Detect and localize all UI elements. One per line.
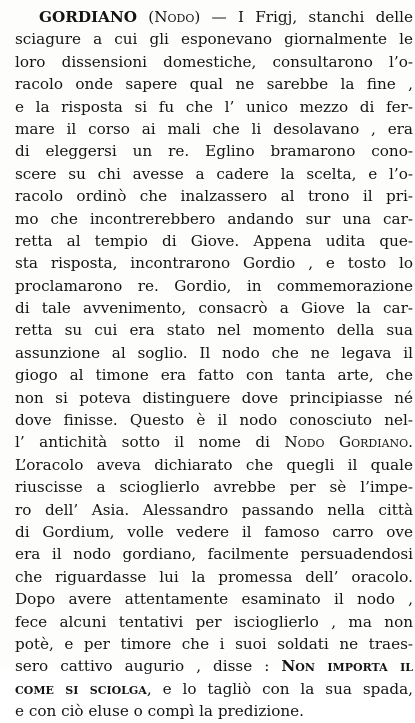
text-line xyxy=(15,275,413,297)
text-line xyxy=(15,499,413,521)
text-segment: assunzione al soglio. Il nodo che ne legava il xyxy=(15,343,413,362)
text-segment: Dopo avere attentamente esaminato il nodo , xyxy=(15,590,413,609)
text-segment: era il nodo gordiano, facilmente persuadendosi xyxy=(15,545,413,564)
small-caps-segment: Nodo Gordiano xyxy=(284,433,409,452)
text-segment: retta al tempio di Giove. Appena udita que- xyxy=(15,231,413,250)
text-segment: di tale avvenimento, consacrò a Giove la car- xyxy=(15,299,413,318)
text-line xyxy=(15,163,413,185)
text-line xyxy=(15,96,413,118)
text-line xyxy=(15,319,413,341)
text-segment: non si poteva distinguere dove principiasse né xyxy=(15,388,413,407)
text-line xyxy=(15,6,413,28)
text-segment: fece alcuni tentativi per iscioglierlo , ma non xyxy=(15,612,413,631)
text-segment: potè, e per timore che i suoi soldati ne traes- xyxy=(15,634,413,653)
text-segment: sero cattivo augurio , disse : xyxy=(15,657,282,676)
text-segment: mare il corso ai mali che li desolavano , era xyxy=(15,119,413,138)
text-segment: dove finisse. Questo è il nodo conosciuto nel- xyxy=(15,411,413,430)
text-line xyxy=(15,118,413,140)
text-segment: mo che incontrerebbero andando sur una car- xyxy=(15,209,413,228)
text-segment: e la risposta si fu che l’ unico mezzo di fer- xyxy=(15,97,413,116)
article-headword: GORDIANO xyxy=(39,8,137,26)
text-segment: scere su chi avesse a cadere la scelta, e l’o- xyxy=(15,164,413,183)
text-line xyxy=(15,185,413,207)
text-segment: l’ antichità sotto il nome di xyxy=(15,433,285,452)
text-line xyxy=(15,297,413,319)
text-segment: e con ciò eluse o compì la predizione. xyxy=(15,702,304,721)
text-segment: sta risposta, incontrarono Gordio , e tosto lo xyxy=(15,254,413,273)
text-line xyxy=(15,454,413,476)
text-line xyxy=(15,230,413,252)
text-segment: ro dell’ Asia. Alessandro passando nella città xyxy=(15,500,413,519)
text-line xyxy=(15,543,413,565)
text-segment: . xyxy=(408,433,413,452)
text-segment: sciagure a cui gli esponevano giornalmente le xyxy=(15,30,413,49)
text-segment: proclamarono re. Gordio, in commemorazione xyxy=(15,276,413,295)
text-segment: , e lo tagliò con la sua spada, xyxy=(146,679,413,698)
small-caps-segment: Non importa il xyxy=(281,657,413,676)
text-segment: — I Frigj, stanchi delle xyxy=(200,8,413,26)
text-line xyxy=(15,252,413,274)
text-line xyxy=(15,678,413,700)
text-segment: di eleggersi un re. Eglino bramarono cono- xyxy=(15,142,413,161)
text-segment: racolo onde sapere qual ne sarebbe la fine , xyxy=(15,75,413,94)
text-segment: L’oracolo aveva dichiarato che quegli il quale xyxy=(15,455,413,474)
text-line xyxy=(15,655,413,677)
text-segment: racolo ordinò che inalzassero al trono il pri- xyxy=(15,187,413,206)
text-line xyxy=(15,588,413,610)
text-segment: retta su cui era stato nel momento della sua xyxy=(15,321,413,340)
text-line xyxy=(15,566,413,588)
text-line xyxy=(15,409,413,431)
text-line xyxy=(15,28,413,50)
text-line xyxy=(15,633,413,655)
text-line xyxy=(15,611,413,633)
text-segment: loro dissensioni domestiche, consultarono l’o- xyxy=(15,52,413,71)
text-line xyxy=(15,51,413,73)
text-line xyxy=(15,387,413,409)
text-segment: che riguardasse lui la promessa dell’ oracolo. xyxy=(15,567,413,586)
text-line xyxy=(15,342,413,364)
text-segment: riuscisse a scioglierlo avrebbe per sè l’impe- xyxy=(15,478,413,497)
text-segment: di Gordium, volle vedere il famoso carro ove xyxy=(15,522,413,541)
text-line xyxy=(15,73,413,95)
text-line xyxy=(15,476,413,498)
text-line xyxy=(15,364,413,386)
small-caps-segment: come si sciolga xyxy=(15,679,147,698)
text-line xyxy=(15,140,413,162)
small-caps-segment: (Nodo) xyxy=(137,8,201,26)
text-line xyxy=(15,700,413,722)
article-gordiano xyxy=(15,6,413,723)
text-line xyxy=(15,521,413,543)
text-line xyxy=(15,208,413,230)
text-line xyxy=(15,431,413,453)
text-segment: giogo al timone era fatto con tanta arte, che xyxy=(15,366,413,385)
